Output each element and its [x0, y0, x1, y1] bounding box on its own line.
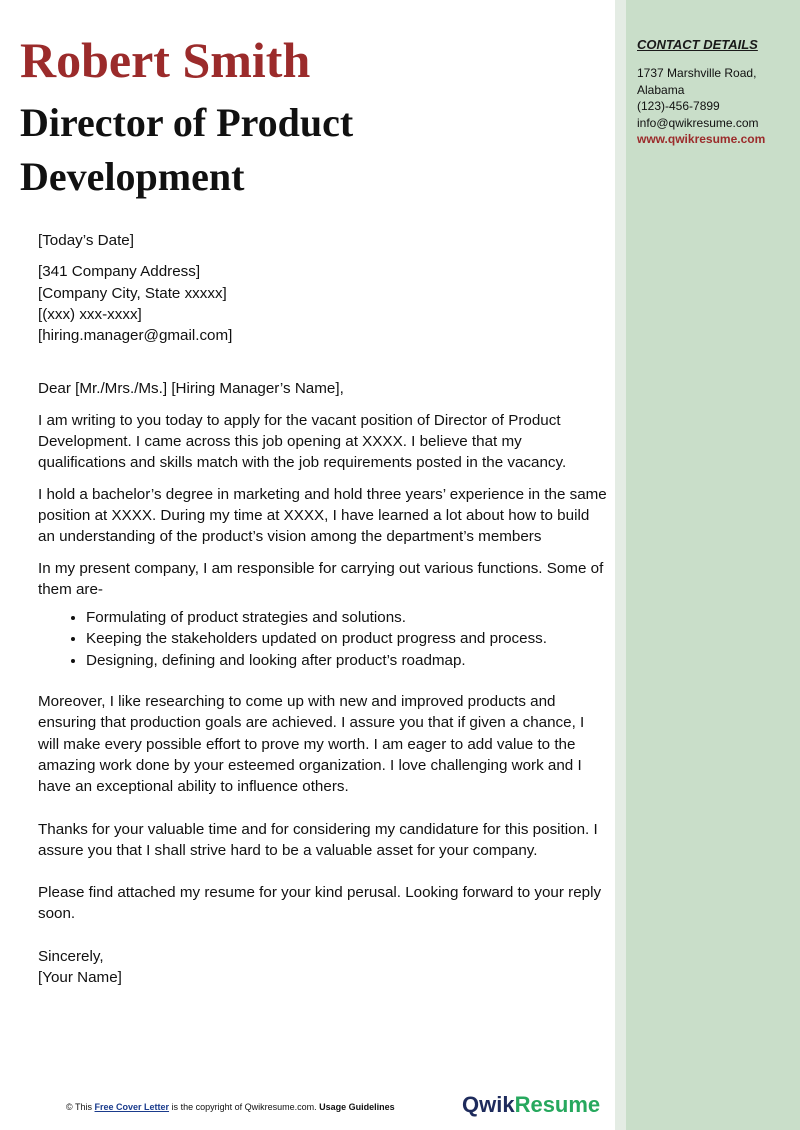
paragraph: In my present company, I am responsible for carrying out various functions. Some of them are- [38, 559, 604, 598]
contact-phone[interactable]: (123)-456-7899 [637, 99, 720, 113]
paragraph: I hold a bachelor’s degree in marketing and hold three years’ experience in the same position at XXXX. During my time at XXXX, I have learned a lot about how to build an understanding of the product’s vision among the department’s members [38, 485, 607, 546]
contact-website[interactable]: www.qwikresume.com [637, 132, 766, 146]
sidebar-border [615, 0, 626, 1130]
usage-guidelines-link[interactable]: Usage Guidelines [319, 1102, 395, 1112]
contact-heading: CONTACT DETAILS [637, 37, 758, 52]
salutation: Dear [Mr./Mrs./Ms.] [Hiring Manager’s Name], [38, 380, 344, 398]
job-title: Director of Product Development [20, 100, 354, 199]
contact-details [637, 37, 795, 148]
signoff: Sincerely, [38, 947, 104, 965]
address-line: [341 Company Address] [38, 263, 201, 281]
paragraph: Thanks for your valuable time and for considering my candidature for this position. I assure you that I shall strive hard to be a valuable asset for your company. [38, 820, 598, 859]
paragraph: Moreover, I like researching to come up with new and improved products and ensuring that production goals are achieved. I assure you that if given a chance, I will make every possible effort to prove my worth. I am eager to add value to the amazing work done by your esteemed organization. I love challenging work and I have an exceptional ability to influence others. [38, 693, 585, 796]
paragraph: Please find attached my resume for your kind perusal. Looking forward to your reply soon. [38, 884, 602, 923]
footer-prefix: This [74, 1102, 92, 1112]
qwikresume-logo [462, 1092, 600, 1118]
logo-part-resume: Resume [514, 1092, 601, 1117]
letter-date: [Today’s Date] [38, 232, 134, 249]
footer [66, 1102, 395, 1112]
contact-email[interactable]: info@qwikresume.com [637, 115, 759, 130]
footer-middle: is the copyright of Qwikresume.com. [171, 1102, 317, 1112]
contact-address: 1737 Marshville Road, Alabama [637, 66, 757, 97]
address-line: [hiring.manager@gmail.com] [38, 327, 233, 345]
bullet-list [38, 607, 608, 671]
copyright-icon: © [66, 1102, 73, 1112]
address-line: [Company City, State xxxxx] [38, 284, 227, 302]
sidebar [626, 0, 800, 1130]
applicant-name: Robert Smith [20, 32, 311, 88]
list-item: • Formulating of product strategies and solutions. [86, 607, 608, 628]
signature: [Your Name] [38, 969, 122, 987]
letter-body [38, 230, 608, 988]
recipient-address [38, 261, 608, 346]
list-item: • Designing, defining and looking after product’s roadmap. [86, 650, 608, 671]
free-cover-letter-link[interactable]: Free Cover Letter [94, 1102, 170, 1112]
list-item: • Keeping the stakeholders updated on product progress and process. [86, 628, 608, 649]
address-line: [(xxx) xxx-xxxx] [38, 305, 142, 323]
paragraph: I am writing to you today to apply for the vacant position of Director of Product Development. I came across this job opening at XXXX. I believe that my qualifications and skills match with the job requirements posted in the vacancy. [38, 411, 567, 472]
logo-part-qwik: Qwik [462, 1092, 515, 1117]
